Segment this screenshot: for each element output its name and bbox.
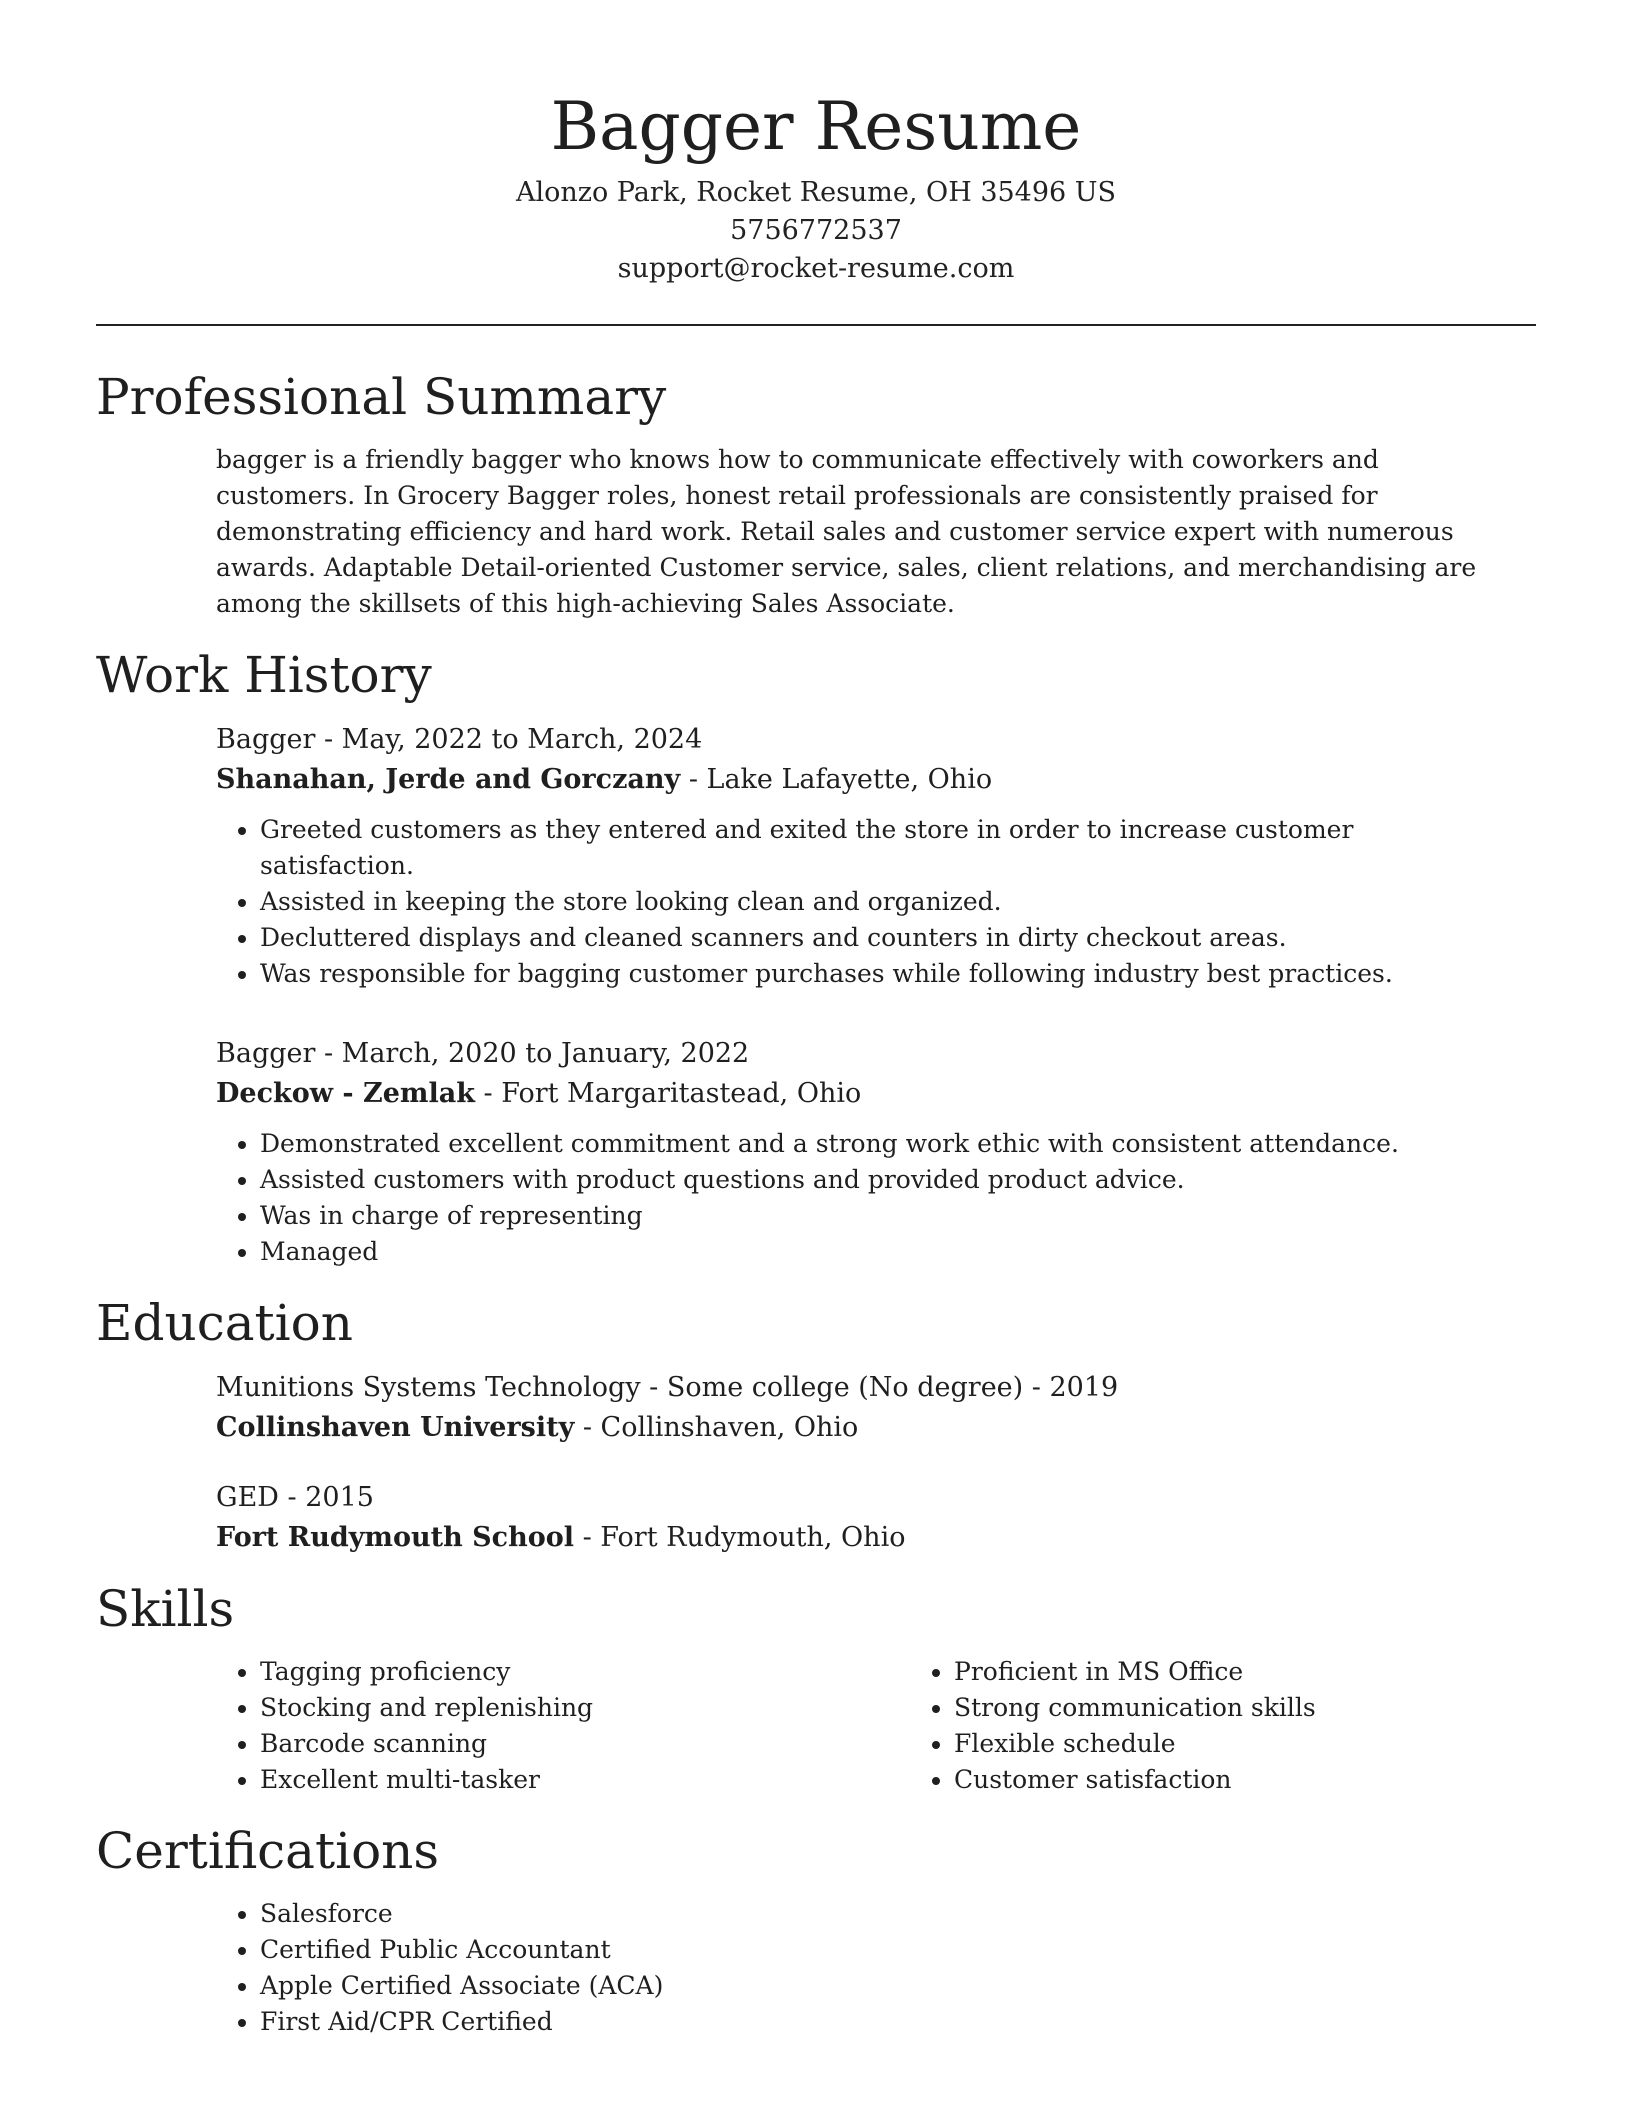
job-location: - Lake Lafayette, Ohio [680,764,993,795]
job-entry [216,720,1484,992]
contact-phone: 5756772537 [730,215,902,246]
education-body [216,1368,1484,1558]
list-item: • Decluttered displays and cleaned scanners and counters in dirty checkout areas. [260,920,1484,956]
list-item: • Tagging proficiency [260,1654,910,1690]
job-company: Shanahan, Jerde and Gorczany [216,764,681,795]
section-work-history [96,642,1536,1270]
list-item: • Assisted in keeping the store looking clean and organized. [260,884,1484,920]
education-entry [216,1368,1484,1448]
job-company-line [216,1074,1484,1114]
section-title-skills: Skills [96,1580,235,1638]
job-company-line [216,760,1484,800]
education-degree: Munitions Systems Technology - Some college (No degree) - 2019 [216,1372,1119,1403]
education-school: Fort Rudymouth School [216,1522,574,1553]
summary-text: bagger is a friendly bagger who knows how to communicate effectively with coworkers and customers. In Grocery Bagger roles, honest retail professionals are consistently praised for demonstrating efficiency and hard work. Retail sales and customer service expert with numerous awards. Adaptable Detail-oriented Customer service, sales, client relations, and merchandising are among the skillsets of this high-achieving Sales Associate. [216,445,1477,618]
list-item: • Customer satisfaction [954,1762,1604,1798]
certifications-list [216,1896,1484,2040]
section-certifications [96,1818,1536,2040]
list-item: • Salesforce [260,1896,1484,1932]
job-role-dates: Bagger - May, 2022 to March, 2024 [216,724,703,755]
job-entry [216,1034,1484,1270]
section-title-certifications: Certifications [96,1822,440,1880]
skills-list-left [216,1654,910,1798]
work-body [216,720,1484,1270]
education-school-line [216,1518,1484,1558]
education-location: - Collinshaven, Ohio [574,1412,859,1443]
resume-header [96,0,1536,288]
list-item: • Assisted customers with product questions and provided product advice. [260,1162,1484,1198]
job-location: - Fort Margaritastead, Ohio [474,1078,862,1109]
summary-body [216,442,1484,622]
section-education [96,1290,1536,1558]
list-item: • Strong communication skills [954,1690,1604,1726]
education-school: Collinshaven University [216,1412,575,1443]
section-title-work: Work History [96,646,432,704]
section-title-summary: Professional Summary [96,368,667,426]
skills-list-right [910,1654,1604,1798]
list-item: • Certified Public Accountant [260,1932,1484,1968]
list-item: • Was in charge of representing [260,1198,1484,1234]
education-entry [216,1478,1484,1558]
certifications-body [216,1896,1484,2040]
header-divider [96,324,1536,326]
list-item: • Managed [260,1234,1484,1270]
education-location: - Fort Rudymouth, Ohio [574,1522,906,1553]
list-item: • Proficient in MS Office [954,1654,1604,1690]
list-item: • Apple Certified Associate (ACA) [260,1968,1484,2004]
list-item: • Excellent multi-tasker [260,1762,910,1798]
list-item: • Was responsible for bagging customer purchases while following industry best practices. [260,956,1484,992]
contact-block [96,174,1536,288]
job-duties [216,812,1484,992]
list-item: • First Aid/CPR Certified [260,2004,1484,2040]
list-item: • Barcode scanning [260,1726,910,1762]
job-duties [216,1126,1484,1270]
section-summary [96,364,1536,622]
contact-email: support@rocket-resume.com [617,253,1015,284]
resume-title: Bagger Resume [550,88,1082,165]
list-item: • Demonstrated excellent commitment and a strong work ethic with consistent attendance. [260,1126,1484,1162]
section-skills [96,1576,1536,1798]
section-title-education: Education [96,1294,353,1352]
education-degree: GED - 2015 [216,1482,374,1513]
job-role-dates: Bagger - March, 2020 to January, 2022 [216,1038,750,1069]
job-company: Deckow - Zemlak [216,1078,475,1109]
list-item: • Flexible schedule [954,1726,1604,1762]
contact-address: Alonzo Park, Rocket Resume, OH 35496 US [515,177,1117,208]
resume-page [96,0,1536,2040]
list-item: • Greeted customers as they entered and exited the store in order to increase customer satisfaction. [260,812,1484,884]
education-school-line [216,1408,1484,1448]
skills-columns [216,1654,1484,1798]
list-item: • Stocking and replenishing [260,1690,910,1726]
